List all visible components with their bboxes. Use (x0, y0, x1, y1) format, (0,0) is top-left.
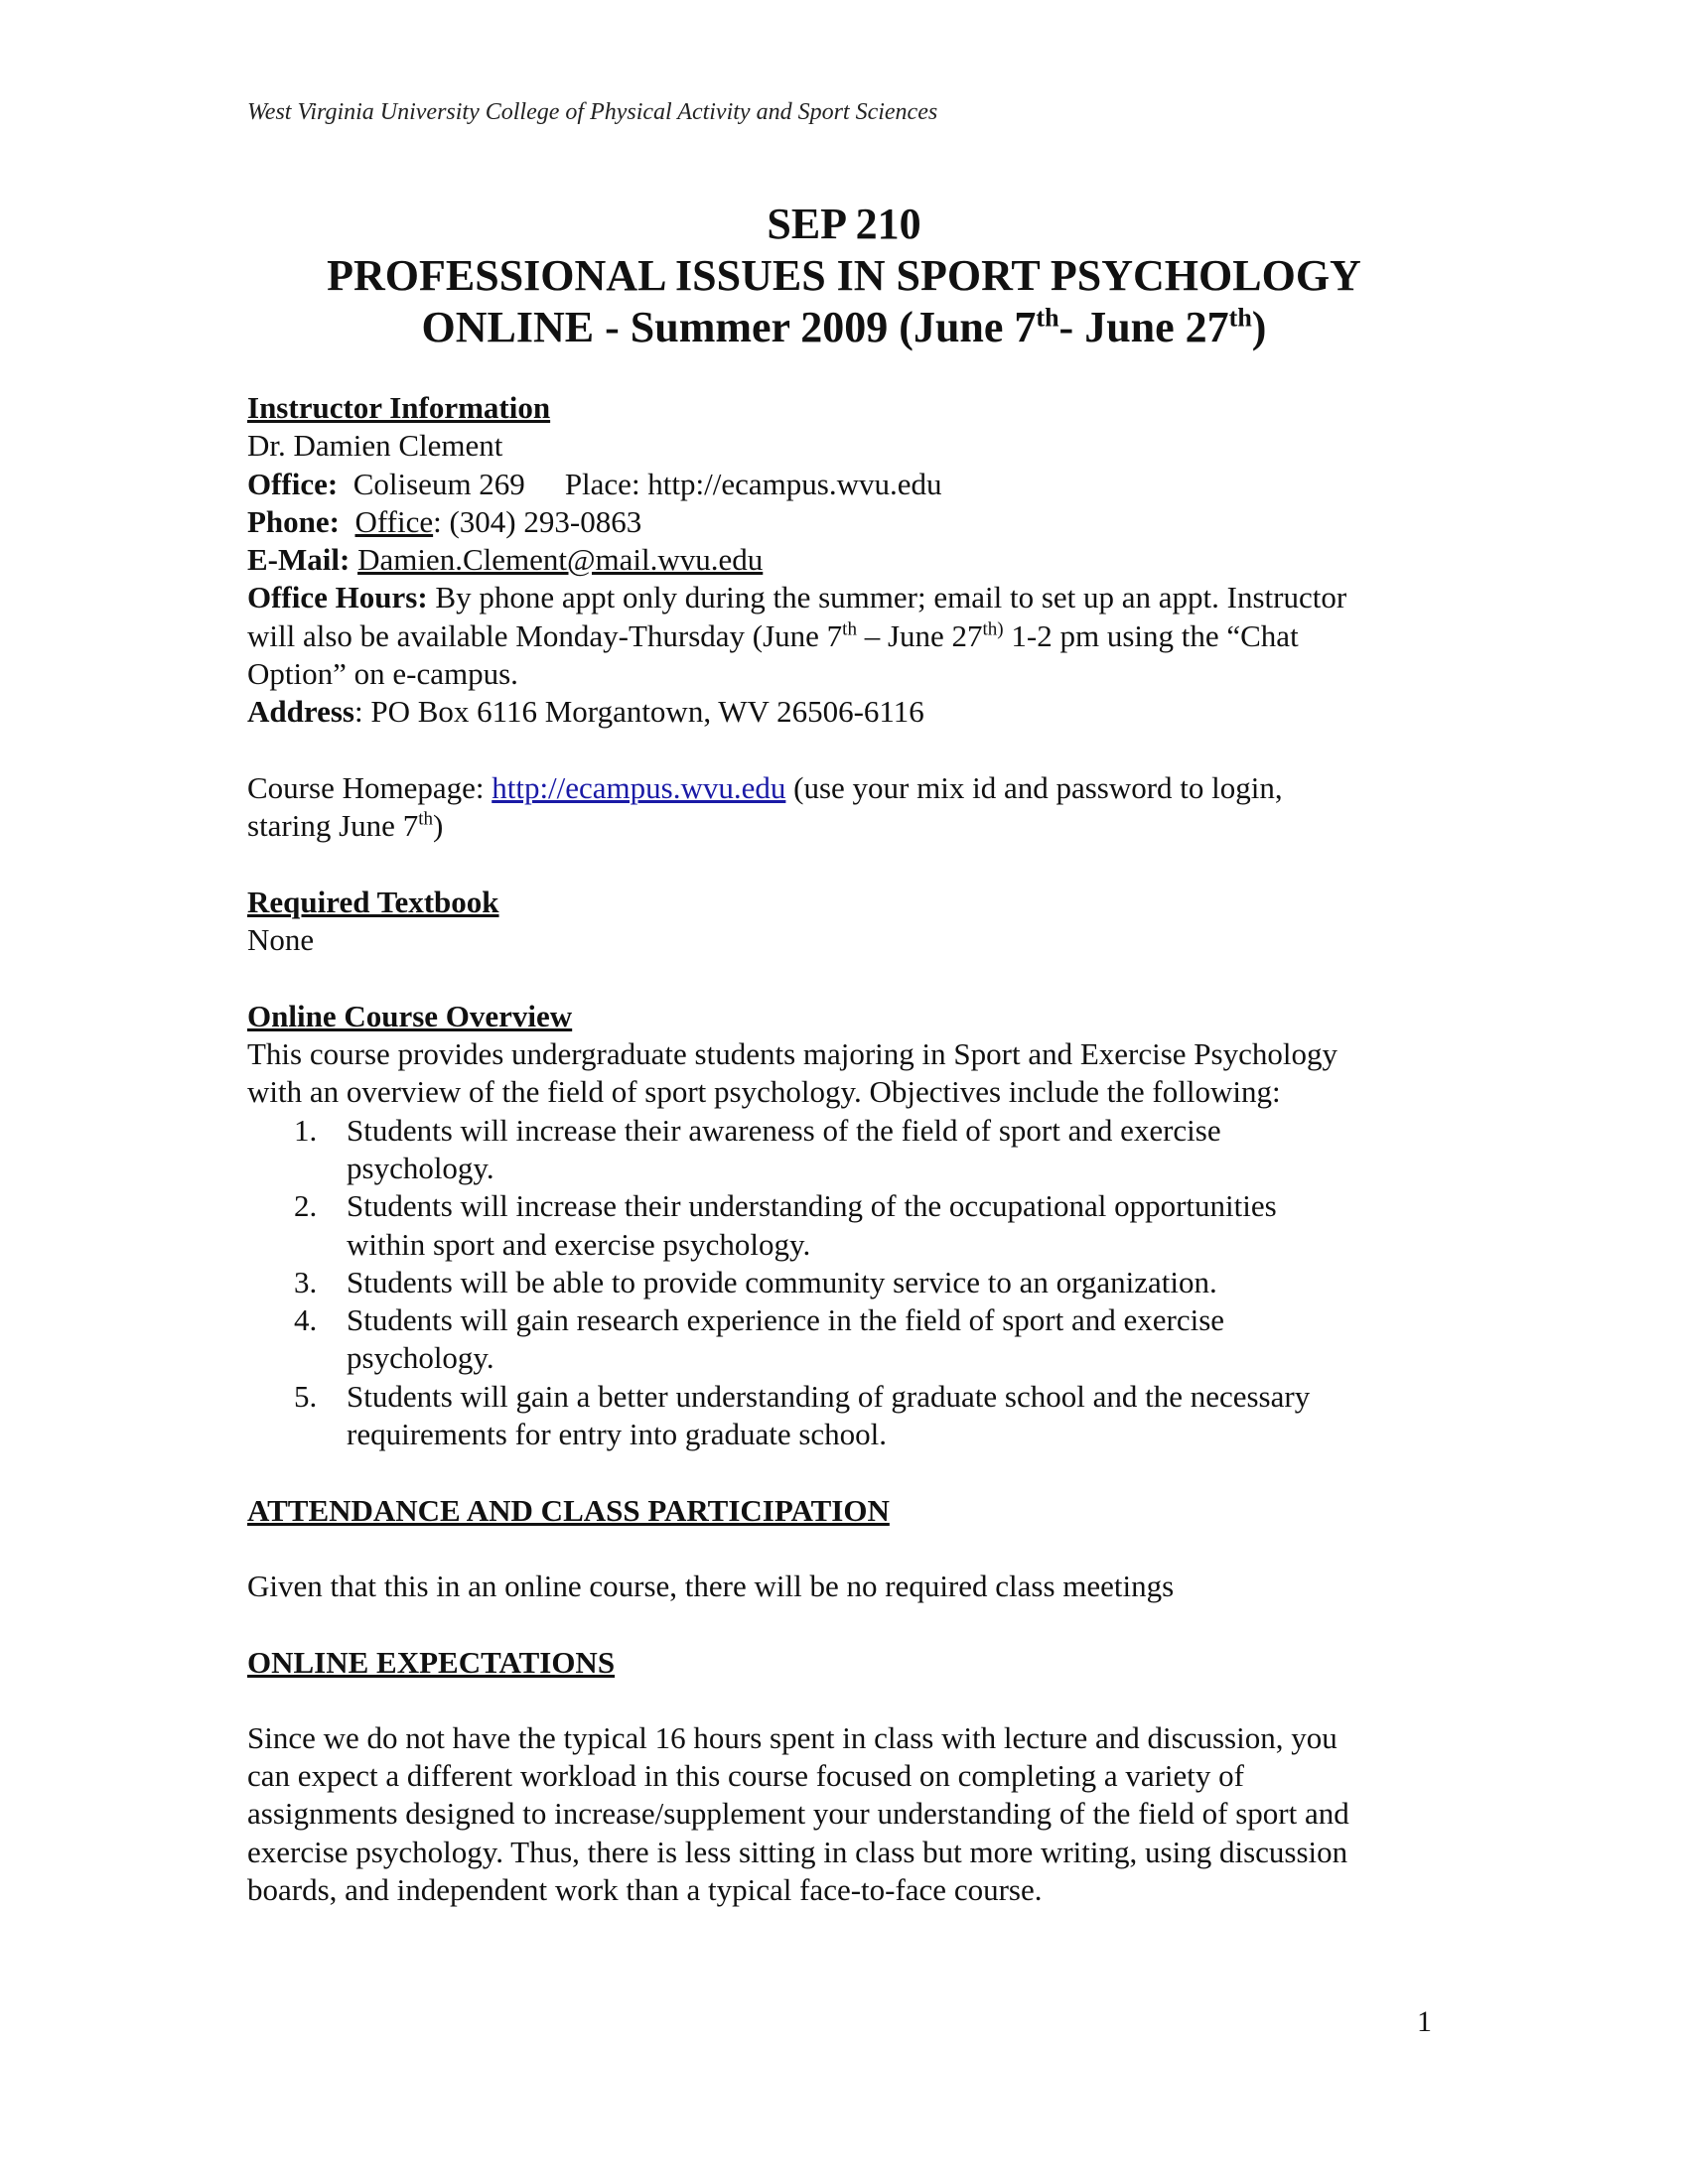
email-link[interactable]: Damien.Clement@mail.wvu.edu (357, 542, 764, 578)
objective-item: 2. Students will increase their understanding of the occupational opportunities within sport and exercise psychology. (294, 1188, 1277, 1262)
page-number: 1 (1417, 2005, 1432, 2038)
expectations-line: Since we do not have the typical 16 hours spent in class with lecture and discussion, you (247, 1719, 1337, 1755)
overview-intro-1: This course provides undergraduate students majoring in Sport and Exercise Psychology (247, 1036, 1337, 1072)
expectations-line: exercise psychology. Thus, there is less sitting in class but more writing, using discussion (247, 1834, 1348, 1869)
objective-item: 5. Students will gain a better understanding of graduate school and the necessary requirements for entry into graduate school. (294, 1378, 1311, 1452)
office-line: Office: Coliseum 269 Place: http://ecampus.wvu.edu (247, 466, 942, 501)
objectives-list (247, 1112, 1439, 1454)
email-line: E-Mail: Damien.Clement@mail.wvu.edu (247, 542, 764, 578)
office-hours-line-3: Option” on e-campus. (247, 656, 518, 692)
overview-intro-2: with an overview of the field of sport psychology. Objectives include the following: (247, 1074, 1281, 1110)
expectations-heading: ONLINE EXPECTATIONS (247, 1644, 616, 1680)
homepage-link[interactable]: http://ecampus.wvu.edu (492, 769, 786, 805)
office-hours-line-2: will also be available Monday-Thursday (June 7th – June $27^{th)}$ 1-2 pm using the “Chat (247, 617, 1299, 653)
course-term: ONLINE - Summer 2009 (June 7th- June 27th) (421, 303, 1267, 351)
homepage-line-2: staring June 7th) (247, 808, 444, 844)
document-title (0, 199, 1688, 353)
objective-item: 1. Students will increase their awareness of the field of sport and exercise psychology. (294, 1112, 1221, 1185)
objective-item: 4. Students will gain research experience in the field of sport and exercise psychology. (294, 1302, 1225, 1376)
attendance-heading: ATTENDANCE AND CLASS PARTICIPATION (247, 1492, 890, 1528)
instructor-name: Dr. Damien Clement (247, 428, 503, 464)
objective-item: 3. Students will be able to provide community service to an organization. (294, 1264, 1217, 1299)
expectations-line: can expect a different workload in this course focused on completing a variety of (247, 1758, 1244, 1794)
expectations-line: assignments designed to increase/supplement your understanding of the field of sport and (247, 1796, 1349, 1832)
phone-line: Phone: Office: (304) 293-0863 (247, 503, 642, 539)
address-line: Address: PO Box 6116 Morgantown, WV 26506-6116 (247, 694, 924, 730)
document-body (247, 389, 1439, 1909)
expectations-line: boards, and independent work than a typical face-to-face course. (247, 1871, 1043, 1907)
textbook-value: None (247, 922, 315, 958)
textbook-heading: Required Textbook (247, 884, 499, 919)
running-header: West Virginia University College of Physical Activity and Sport Sciences (247, 99, 938, 125)
homepage-line-1: Course Homepage: http://ecampus.wvu.edu (use your mix id and password to login, (247, 769, 1283, 805)
instructor-heading: Instructor Information (247, 390, 551, 425)
office-hours-line-1: Office Hours: By phone appt only during the summer; email to set up an appt. Instructor (247, 580, 1347, 615)
overview-heading: Online Course Overview (247, 998, 573, 1033)
course-name: PROFESSIONAL ISSUES IN SPORT PSYCHOLOGY (327, 251, 1361, 300)
attendance-text: Given that this in an online course, there will be no required class meetings (247, 1568, 1175, 1603)
course-code: SEP 210 (767, 200, 921, 248)
